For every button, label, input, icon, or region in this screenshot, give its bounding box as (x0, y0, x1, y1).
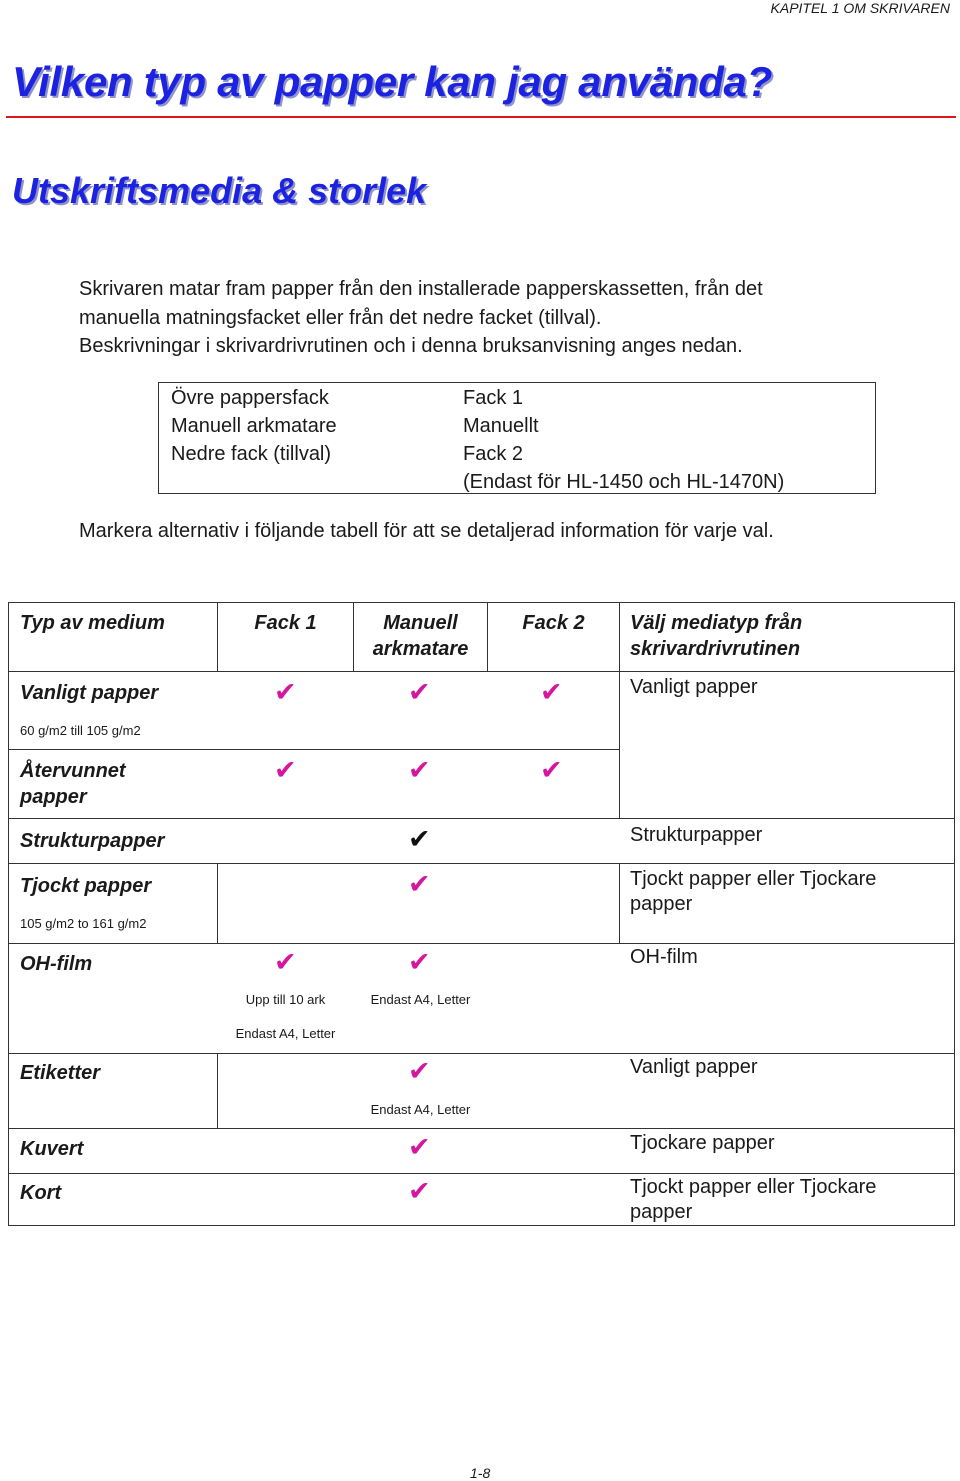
check-card-manual: ✔ (408, 1176, 431, 1206)
col-header-manual-line-1: Manuell (383, 612, 458, 634)
row-card-label: Kort (20, 1182, 62, 1204)
col-header-driver (630, 610, 802, 662)
row-card-driver-line-1: Tjockt papper eller Tjockare (630, 1176, 877, 1198)
page-title: Vilken typ av papper kan jag använda? (12, 58, 772, 105)
row-plain-driver: Vanligt papper (630, 676, 758, 698)
check-labels-manual: ✔ (408, 1056, 431, 1086)
row-recycled-label (20, 758, 126, 810)
col-header-type: Typ av medium (20, 612, 165, 634)
check-envelopes-manual: ✔ (408, 1132, 431, 1162)
col-header-driver-line-2: skrivardrivrutinen (630, 638, 801, 660)
check-plain-tray2: ✔ (540, 677, 563, 707)
check-recycled-tray2: ✔ (540, 755, 563, 785)
check-transparency-manual: ✔ (408, 947, 431, 977)
tray-value-upper: Fack 1 (463, 387, 524, 409)
tray-value-manual: Manuellt (463, 415, 539, 437)
row-plain-label: Vanligt papper (20, 682, 159, 704)
table-instruction: Markera alternativ i följande tabell för att se detaljerad information för varje val. (79, 520, 774, 542)
row-recycled-label-line-2: papper (20, 786, 87, 808)
row-transparency-manual-note: Endast A4, Letter (370, 992, 471, 1007)
col-header-manual (354, 610, 487, 662)
col-header-tray2: Fack 2 (522, 612, 585, 634)
page-number: 1-8 (470, 1465, 491, 1481)
intro-line-1: Skrivaren matar fram papper från den installerade papperskassetten, från det (79, 278, 763, 300)
row-transparency-tray1-note-2: Endast A4, Letter (235, 1026, 336, 1041)
check-bond-manual: ✔ (408, 824, 431, 854)
row-transparency-tray1-note-1: Upp till 10 ark (245, 992, 326, 1007)
row-envelopes-driver: Tjockare papper (630, 1132, 775, 1154)
check-recycled-manual: ✔ (408, 755, 431, 785)
row-plain-weight: 60 g/m2 till 105 g/m2 (20, 723, 141, 738)
col-header-tray1: Fack 1 (254, 612, 317, 634)
tray-note-lower: (Endast för HL-1450 och HL-1470N) (463, 471, 785, 493)
row-recycled-label-line-1: Återvunnet (20, 760, 126, 782)
col-header-manual-line-2: arkmatare (372, 638, 469, 660)
row-transparency-driver: OH-film (630, 946, 698, 968)
row-bond-label: Strukturpapper (20, 830, 165, 852)
row-card-driver-line-2: papper (630, 1201, 693, 1223)
check-thick-manual: ✔ (408, 869, 431, 899)
row-thick-weight: 105 g/m2 to 161 g/m2 (20, 916, 147, 931)
tray-name-upper: Övre pappersfack (171, 387, 329, 409)
section-title: Utskriftsmedia & storlek (12, 170, 427, 211)
row-envelopes-label: Kuvert (20, 1138, 84, 1160)
row-thick-driver-line-1: Tjockt papper eller Tjockare (630, 868, 877, 890)
row-thick-label: Tjockt papper (20, 875, 152, 897)
tray-name-manual: Manuell arkmatare (171, 415, 337, 437)
col-header-driver-line-1: Välj mediatyp från (630, 612, 803, 634)
chapter-header: KAPITEL 1 OM SKRIVAREN (770, 0, 950, 16)
intro-line-3: Beskrivningar i skrivardrivrutinen och i denna bruksanvisning anges nedan. (79, 335, 743, 357)
row-thick-driver (630, 867, 876, 917)
tray-name-lower: Nedre fack (tillval) (171, 443, 332, 465)
check-recycled-tray1: ✔ (274, 755, 297, 785)
row-thick-driver-line-2: papper (630, 893, 693, 915)
row-bond-driver: Strukturpapper (630, 824, 763, 846)
row-card-driver (630, 1175, 876, 1225)
check-transparency-tray1: ✔ (274, 947, 297, 977)
row-transparency-label: OH-film (20, 953, 93, 975)
row-labels-label: Etiketter (20, 1062, 101, 1084)
tray-value-lower: Fack 2 (463, 443, 524, 465)
intro-line-2: manuella matningsfacket eller från det nedre facket (tillval). (79, 306, 602, 329)
check-plain-tray1: ✔ (274, 677, 297, 707)
row-labels-manual-note: Endast A4, Letter (370, 1102, 471, 1117)
check-plain-manual: ✔ (408, 677, 431, 707)
row-labels-driver: Vanligt papper (630, 1056, 758, 1078)
